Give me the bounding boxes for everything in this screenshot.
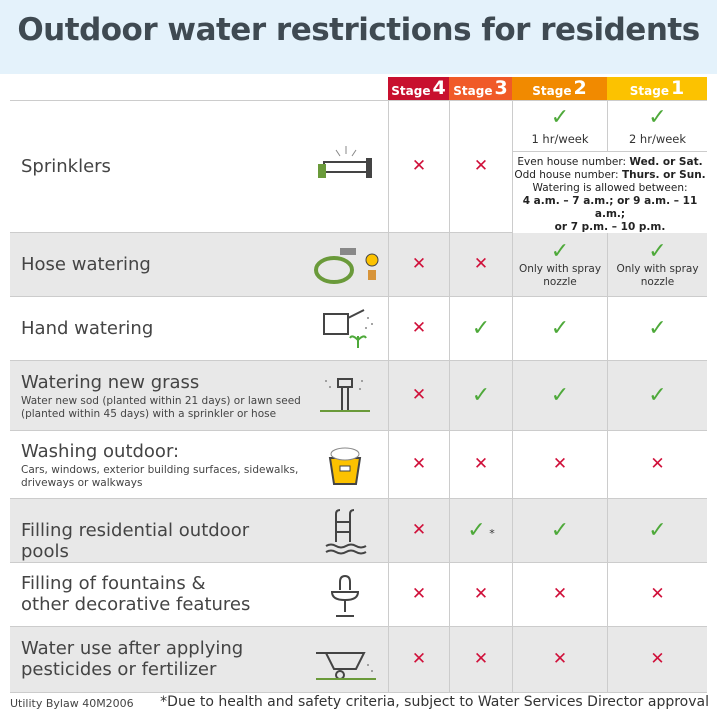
stage-4-cell [388,627,449,692]
stage-2-cell [512,361,607,430]
row-label: Hose watering [21,254,151,275]
stage-1-cell [607,499,707,562]
allowed-check-icon: ✓ [550,315,570,341]
stage-header-3 [449,77,512,100]
table-row [10,563,707,627]
row-label: Hand watering [21,318,154,339]
odd-label: Odd house number: [514,169,622,181]
table-row [10,101,707,233]
stage-number: 4 [432,77,446,99]
bylaw-reference: Utility Bylaw 40M2006 [10,697,134,710]
not-allowed-cross-icon: ✕ [411,156,427,176]
stage-4-cell [388,563,449,626]
allowed-check-icon: ✓ [550,105,570,130]
allowed-check-icon: ✓ [648,382,667,408]
not-allowed-cross-icon: ✕ [552,584,568,604]
stage-number: 1 [670,77,685,99]
hose-icon [310,240,380,290]
stage-header-2 [512,77,607,100]
not-allowed-cross-icon: ✕ [411,584,427,604]
restrictions-table [10,100,707,680]
cell-note: 1 hr/week [531,132,589,146]
allowed-check-icon: ✓ [648,238,667,264]
lawn-sprinkler-icon [310,371,380,421]
stage-3-cell [449,563,512,626]
footnote: *Due to health and safety criteria, subject to Water Services Director approval [160,694,709,710]
wheelbarrow-icon [310,635,380,685]
row-description: Water new sod (planted within 21 days) or lawn seed (planted within 45 days) with a sprinkler or hose [21,395,301,420]
table-row [10,361,707,431]
not-allowed-cross-icon: ✕ [552,649,568,669]
stage-3-cell [449,361,512,430]
odd-days: Thurs. or Sun. [621,169,706,181]
stage-2-cell [512,297,607,360]
stage-4-cell [388,101,449,232]
even-label: Even house number: [517,156,630,168]
stage-word: Stage [453,84,493,98]
stage-1-cell [607,563,707,626]
pool-ladder-icon [310,506,380,556]
table-row [10,431,707,499]
stage-1-cell [607,297,707,360]
even-days: Wed. or Sat. [629,156,703,168]
table-row [10,233,707,297]
allowed-check-icon: ✓ [471,315,491,341]
cell-note: Only with spray nozzle [518,262,602,288]
not-allowed-cross-icon: ✕ [411,649,427,669]
stage-number: 3 [494,77,508,99]
stage-4-cell [388,431,449,498]
stage-3-cell [449,499,512,562]
not-allowed-cross-icon: ✕ [473,254,489,274]
row-description: Cars, windows, exterior building surfaces, sidewalks, driveways or walkways [21,464,299,489]
hours-evening: or 7 p.m. – 10 p.m. [554,221,666,233]
not-allowed-cross-icon: ✕ [473,584,489,604]
stage-3-cell [449,101,512,232]
allowed-check-icon: ✓ [467,517,486,543]
allowed-check-icon: ✓ [550,517,570,543]
stage-4-cell [388,361,449,430]
page-title: Outdoor water restrictions for residents [17,12,700,48]
allowed-check-icon: ✓ [550,238,570,264]
stage-4-cell [388,233,449,296]
stage-word: Stage [391,84,431,98]
hours-label: Watering is allowed between: [532,182,688,194]
stage-1-cell [607,431,707,498]
table-row [10,627,707,693]
stage-1-cell [607,361,707,430]
stage-word: Stage [532,84,572,98]
row-label: Filling residential outdoor pools [21,520,250,562]
bucket-icon [310,440,380,490]
stage-word: Stage [629,84,669,98]
not-allowed-cross-icon: ✕ [552,454,568,474]
allowed-check-icon: ✓ [471,382,491,408]
allowed-check-icon: ✓ [648,315,667,341]
stage-1-cell [607,627,707,692]
stage-header-1 [607,77,707,100]
not-allowed-cross-icon: ✕ [411,385,427,405]
stage-3-cell [449,431,512,498]
stage-2-cell [512,233,607,296]
stage-1-cell [607,233,707,296]
not-allowed-cross-icon: ✕ [411,318,427,338]
stage-header-4 [388,77,449,100]
stage-2-cell [512,627,607,692]
stage-3-cell [449,233,512,296]
watering-can-icon [310,304,380,354]
row-label: Washing outdoor: [21,441,180,462]
stage-3-cell [449,627,512,692]
not-allowed-cross-icon: ✕ [411,454,427,474]
allowed-check-icon: ✓ [648,105,667,130]
stage-number: 2 [573,77,587,99]
sprinkler-icon [310,142,380,192]
not-allowed-cross-icon: ✕ [411,520,427,540]
asterisk: * [489,526,495,540]
not-allowed-cross-icon: ✕ [650,649,665,669]
table-row [10,499,707,563]
row-label: Watering new grass [21,372,200,393]
stage-2-cell [512,431,607,498]
hours-morning: 4 a.m. – 7 a.m.; or 9 a.m. – 11 a.m.; [522,195,698,220]
stage-2-cell [512,499,607,562]
fountain-icon [310,570,380,620]
cell-note: 2 hr/week [628,132,687,146]
row-label: Filling of fountains & other decorative features [21,573,251,615]
stage-3-cell [449,297,512,360]
stage-2-cell [512,563,607,626]
table-row [10,297,707,361]
not-allowed-cross-icon: ✕ [411,254,427,274]
allowed-check-icon: ✓ [550,382,570,408]
not-allowed-cross-icon: ✕ [473,649,489,669]
not-allowed-cross-icon: ✕ [473,156,489,176]
cell-note: Only with spray nozzle [616,262,699,288]
not-allowed-cross-icon: ✕ [473,454,489,474]
not-allowed-cross-icon: ✕ [650,584,665,604]
sprinkler-schedule [512,151,707,234]
stage-4-cell [388,499,449,562]
stage-4-cell [388,297,449,360]
row-label: Sprinklers [21,156,111,177]
not-allowed-cross-icon: ✕ [650,454,665,474]
allowed-check-icon: ✓ [648,517,667,543]
row-label: Water use after applying pesticides or fertilizer [21,638,244,680]
